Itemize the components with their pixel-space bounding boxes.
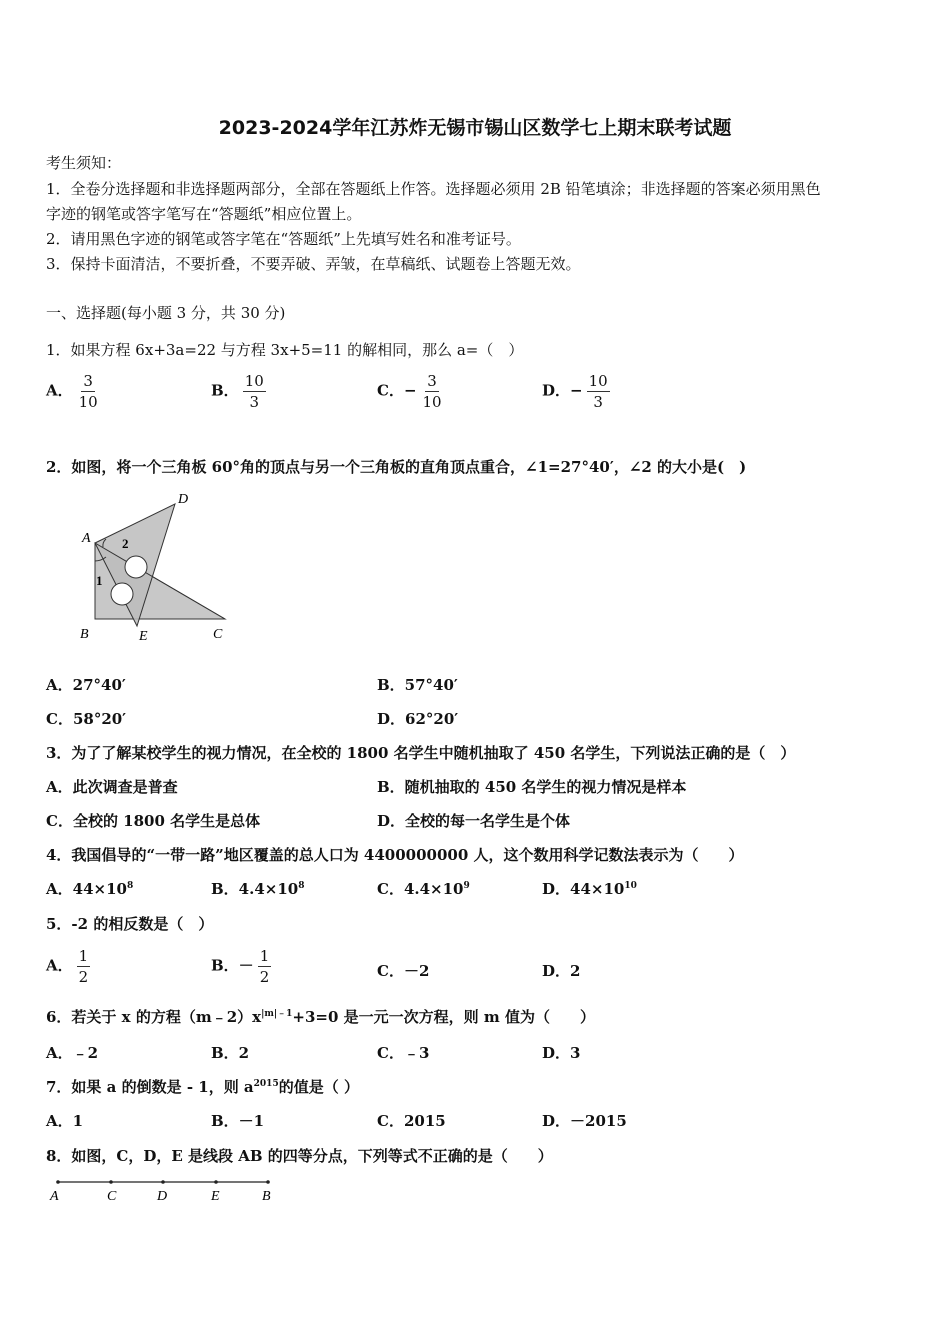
q6-stem-exp: |m|﹣1 <box>261 1009 293 1019</box>
q5-option-b <box>211 946 275 987</box>
q1-a-fraction <box>77 371 100 412</box>
q1-d-num: 10 <box>588 372 608 390</box>
q7-option-d: D．－2015 <box>542 1112 627 1130</box>
q6-option-c: C．﹣3 <box>377 1044 430 1062</box>
q3-option-c: C．全校的 1800 名学生是总体 <box>46 812 261 830</box>
q4-b-base: B．4.4×10 <box>211 880 299 898</box>
q7-option-b: B．－1 <box>211 1112 265 1130</box>
notice-item-2: 2．请用黑色字迹的钢笔或答字笔在“答题纸”上先填写姓名和准考证号。 <box>46 230 521 248</box>
q2-label-b: B <box>80 627 89 642</box>
q5-b-den: 2 <box>259 968 270 986</box>
q4-stem: 4．我国倡导的“一带一路”地区覆盖的总人口为 4400000000 人，这个数用科学记数法表示为（ ） <box>46 846 744 864</box>
q8-label-b: B <box>262 1189 271 1204</box>
q5-b-label: B．－ <box>211 956 254 975</box>
section-heading: 一、选择题(每小题 3 分，共 30 分) <box>46 304 286 322</box>
q4-d-exp: 10 <box>624 881 637 891</box>
q1-d-den: 3 <box>593 393 603 411</box>
q8-stem: 8．如图，C，D，E 是线段 AB 的四等分点，下列等式不正确的是（ ） <box>46 1147 553 1165</box>
q5-a-fraction <box>77 946 91 987</box>
q7-option-c: C．2015 <box>377 1112 446 1130</box>
q7-stem <box>46 1076 359 1097</box>
q2-stem: 2．如图，将一个三角板 60°角的顶点与另一个三角板的直角顶点重合，∠1=27°40′，∠2 的大小是( ) <box>46 458 747 476</box>
q1-option-b <box>211 371 270 412</box>
q5-a-label: A． <box>46 956 73 975</box>
q4-d-base: D．44×10 <box>542 880 625 898</box>
q4-a-base: A．44×10 <box>46 880 127 898</box>
q8-point-b <box>266 1180 270 1184</box>
q4-option-a <box>46 878 133 899</box>
q5-b-num: 1 <box>259 947 270 965</box>
q8-label-c: C <box>107 1189 117 1204</box>
q1-a-label: A． <box>46 381 73 400</box>
q6-stem-b: +3=0 是一元一次方程，则 m 值为（ ） <box>292 1008 595 1026</box>
q3-option-b: B．随机抽取的 450 名学生的视力情况是样本 <box>377 778 687 796</box>
q4-a-exp: 8 <box>126 881 134 891</box>
q8-point-c <box>109 1180 113 1184</box>
q2-label-angle-2: 2 <box>122 536 129 551</box>
q8-point-a <box>56 1180 60 1184</box>
q3-option-d: D．全校的每一名学生是个体 <box>377 812 571 830</box>
q1-a-num: 3 <box>83 372 93 390</box>
q2-label-e: E <box>139 629 148 644</box>
q2-hole-lower <box>111 583 133 605</box>
q4-option-b <box>211 878 304 899</box>
q5-a-den: 2 <box>78 968 89 986</box>
notice-item-1a: 1．全卷分选择题和非选择题两部分，全部在答题纸上作答。选择题必须用 2B 铅笔填涂；非选择题的答案必须用黑色 <box>46 180 821 198</box>
q4-c-base: C．4.4×10 <box>377 880 464 898</box>
q1-d-label: D．− <box>542 381 583 400</box>
q4-b-exp: 8 <box>298 881 305 891</box>
q2-label-a: A <box>82 531 91 546</box>
q5-b-fraction <box>258 946 272 987</box>
q1-option-c <box>377 371 448 412</box>
q7-stem-a: 7．如果 a 的倒数是 - 1，则 a <box>46 1078 254 1096</box>
q7-stem-exp: 2015 <box>253 1079 279 1089</box>
q3-stem: 3．为了了解某校学生的视力情况，在全校的 1800 名学生中随机抽取了 450 名学生，下列说法正确的是（ ） <box>46 744 796 762</box>
q5-a-num: 1 <box>78 947 89 965</box>
q5-option-d: D．2 <box>542 962 581 980</box>
q8-label-d: D <box>157 1189 168 1204</box>
notice-heading: 考生须知： <box>46 154 122 172</box>
notice-item-3: 3．保持卡面清洁，不要折叠，不要弄破、弄皱，在草稿纸、试题卷上答题无效。 <box>46 255 581 273</box>
q6-stem <box>46 1006 595 1027</box>
q6-stem-a: 6．若关于 x 的方程（m﹣2）x <box>46 1008 262 1026</box>
q1-c-fraction <box>421 371 444 412</box>
q1-c-num: 3 <box>427 372 437 390</box>
q8-segment-figure <box>44 1174 284 1208</box>
q1-stem: 1．如果方程 6x+3a=22 与方程 3x+5=11 的解相同，那么 a=（ ） <box>46 341 524 359</box>
q2-option-b: B．57°40′ <box>377 676 458 694</box>
q1-b-den: 3 <box>249 393 259 411</box>
q2-option-a: A．27°40′ <box>46 676 126 694</box>
notice-item-1b: 字迹的钢笔或答字笔写在“答题纸”相应位置上。 <box>46 205 362 223</box>
q1-d-fraction <box>587 371 610 412</box>
q1-option-d <box>542 371 614 412</box>
q1-b-fraction <box>243 371 266 412</box>
q3-option-a: A．此次调查是普查 <box>46 778 178 796</box>
q1-b-num: 10 <box>244 372 264 390</box>
q6-option-a: A．﹣2 <box>46 1044 99 1062</box>
q8-label-e: E <box>211 1189 220 1204</box>
q8-point-e <box>214 1180 218 1184</box>
page-title: 2023-2024学年江苏炸无锡市锡山区数学七上期末联考试题 <box>218 117 732 139</box>
q2-option-c: C．58°20′ <box>46 710 127 728</box>
q2-label-c: C <box>213 627 223 642</box>
q5-stem: 5．-2 的相反数是（ ） <box>46 915 214 933</box>
q1-a-den: 10 <box>78 393 98 411</box>
q2-hole-upper <box>125 556 147 578</box>
q2-label-angle-1: 1 <box>96 573 103 588</box>
q5-option-c: C．－2 <box>377 962 430 980</box>
q1-c-label: C．− <box>377 381 417 400</box>
q2-option-d: D．62°20′ <box>377 710 459 728</box>
q4-option-c <box>377 878 470 899</box>
q8-point-d <box>161 1180 165 1184</box>
q7-option-a: A．1 <box>46 1112 84 1130</box>
q8-label-a: A <box>50 1189 59 1204</box>
q1-c-den: 10 <box>422 393 442 411</box>
q1-b-label: B． <box>211 381 239 400</box>
q5-option-a <box>46 946 94 987</box>
q1-option-a <box>46 371 104 412</box>
q6-option-d: D．3 <box>542 1044 581 1062</box>
q2-label-d: D <box>178 492 189 507</box>
q4-c-exp: 9 <box>463 881 470 891</box>
q2-triangle-figure <box>70 486 240 646</box>
q4-option-d <box>542 878 637 899</box>
q6-option-b: B．2 <box>211 1044 250 1062</box>
q7-stem-b: 的值是（ ） <box>278 1078 359 1096</box>
